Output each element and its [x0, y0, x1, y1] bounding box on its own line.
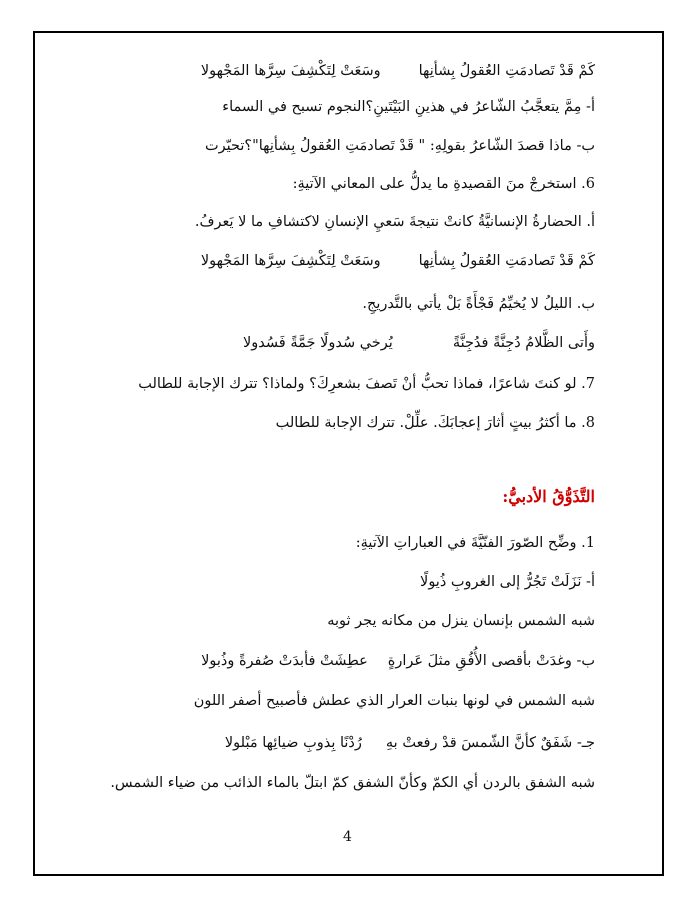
question-7-text: 7. لو كنتَ شاعرًا، فماذا تحبُّ أنْ تَصفَ بشعرِكَ؟ ولماذا؟ تترك الإجابة للطالب — [138, 376, 595, 392]
poem-verse-3 — [243, 333, 595, 353]
item-a-answer: شبه الشمس بإنسان ينزل من مكانه يجر ثوبه — [327, 613, 595, 629]
question-b-text: ب- ماذا قصدَ الشّاعرُ بقولِهِ: " قَدْ تَصادمَتِ العُقولُ بِشأنِها"؟تحيّرت — [204, 138, 595, 154]
item-b-text: ب. الليلُ لا يُخيِّمُ فَجْأَةً بَلْ يأتي بالتَّدريجِ. — [362, 296, 595, 312]
verse-second-half: وسَعَتْ لِتَكْشِفَ سِرَّها المَجْهولا — [200, 253, 381, 269]
question-6-text: 6. استخرجْ منَ القصيدةِ ما يدلُّ على المعاني الآتيةِ: — [292, 176, 595, 192]
verse-first-half: ب- وغدَتْ بأقصى الأُفُقِ مثلَ عَرارةٍ — [387, 653, 595, 669]
page-number: 4 — [343, 829, 352, 845]
poem-verse-4 — [201, 651, 595, 671]
section-heading: التَّذَوُّقُ الأدبيُّ: — [502, 487, 595, 506]
question-a-text: أ- مِمَّ يتعجَّبُ الشّاعرُ في هذينِ البَيْتَينِ؟النجوم تسبح في السماء — [222, 99, 595, 115]
question-8-text: 8. ما أكثرُ بيتٍ أثارَ إعجابَكَ. علِّلْ. تترك الإجابة للطالب — [275, 415, 595, 431]
item-a-verse: أ- نَزَلَتْ تَجُرُّ إلى الغروبِ ذُيولًا — [420, 574, 595, 590]
poem-verse-5 — [225, 733, 595, 753]
verse-second-half: رُدْنًا بِذوبِ ضيائِها مَبْلولا — [224, 735, 362, 751]
verse-first-half: كَمْ قَدْ تَصادمَتِ العُقولُ بِشأنِها — [418, 63, 595, 79]
verse-second-half: وسَعَتْ لِتَكْشِفَ سِرَّها المَجْهولا — [200, 63, 381, 79]
item-b-answer: شبه الشمس في لونها بنبات العرار الذي عطش فأصبيح أصفر اللون — [193, 693, 595, 709]
poem-verse-2 — [201, 251, 595, 271]
poem-verse-1 — [201, 61, 595, 81]
question-1-text: 1. وضِّح الصّورَ الفنّيَّةَ في العباراتِ الآتيةِ: — [355, 535, 595, 551]
verse-first-half: وأَتى الظَّلامُ دُجِنَّةً فدُجِنَّةً — [452, 335, 595, 351]
item-c-answer: شبه الشفق بالردن أي الكمّ وكأنّ الشفق كمّ ابتلّ بالماء الذائب من ضياء الشمس. — [110, 775, 595, 791]
verse-first-half: جـ- شَفَقٌ كأنَّ الشّمسَ قدْ رفعتْ بهِ — [385, 735, 595, 751]
verse-second-half: عطِشَتْ فأبدَتْ صُفرةً وذُبولا — [201, 653, 368, 669]
verse-second-half: يُرخي سُدولًا جَمَّةً فَسُدولا — [242, 335, 393, 351]
verse-first-half: كَمْ قَدْ تَصادمَتِ العُقولُ بِشأنِها — [418, 253, 595, 269]
item-a-text: أ. الحضارةُ الإنسانيَّةُ كانتْ نتيجةَ سَعيِ الإنسانِ لاكتشافِ ما لا يَعرفُ. — [194, 214, 595, 230]
